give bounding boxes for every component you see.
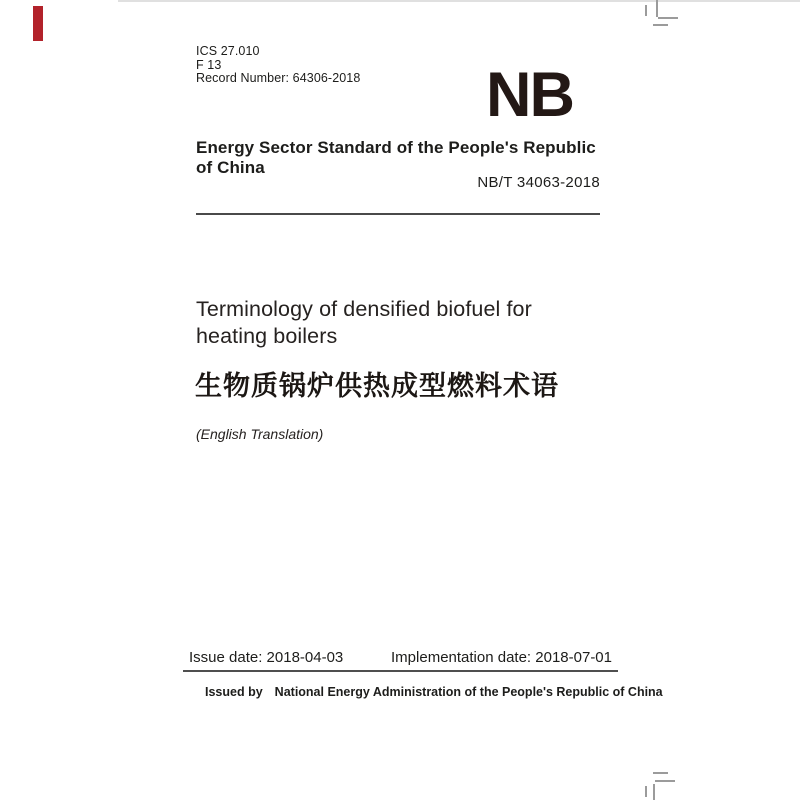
issued-by-row xyxy=(205,685,663,699)
issued-by-label: Issued by xyxy=(205,685,263,699)
crop-mark-top-right-horizontal-short xyxy=(653,24,668,26)
crop-mark-bottom-right-horizontal-long xyxy=(655,780,675,782)
crop-mark-top-right-vertical-short xyxy=(645,5,647,16)
title-english: Terminology of densified biofuel for heating boilers xyxy=(196,297,532,348)
crop-mark-top-right-horizontal-long xyxy=(658,17,678,19)
meta-block xyxy=(196,45,360,86)
nb-logo: NB xyxy=(486,60,573,130)
standard-number: NB/T 34063-2018 xyxy=(477,174,600,191)
classification-code: F 13 xyxy=(196,57,222,72)
implementation-date: Implementation date: 2018-07-01 xyxy=(391,648,612,666)
ics-code: ICS 27.010 xyxy=(196,44,260,58)
page-edge-line xyxy=(118,0,800,2)
crop-mark-bottom-right-vertical-tall xyxy=(653,784,655,800)
header-rule xyxy=(196,213,600,215)
red-remainder-mark xyxy=(33,6,43,41)
translation-note: (English Translation) xyxy=(196,426,324,442)
footer-rule xyxy=(183,670,618,672)
title-chinese: 生物质锅炉供热成型燃料术语 xyxy=(195,371,559,401)
record-number: Record Number: 64306-2018 xyxy=(196,71,361,85)
issue-date: Issue date: 2018-04-03 xyxy=(189,648,344,666)
standard-type-line: Energy Sector Standard of the People's Republic of China xyxy=(196,138,596,177)
issued-by-text: National Energy Administration of the People's Republic of China xyxy=(274,685,663,699)
dates-row xyxy=(183,648,618,666)
crop-mark-bottom-right-horizontal-short xyxy=(653,772,668,774)
crop-mark-bottom-right-vertical-short xyxy=(645,786,647,797)
crop-mark-top-right-vertical-tall xyxy=(656,0,658,17)
